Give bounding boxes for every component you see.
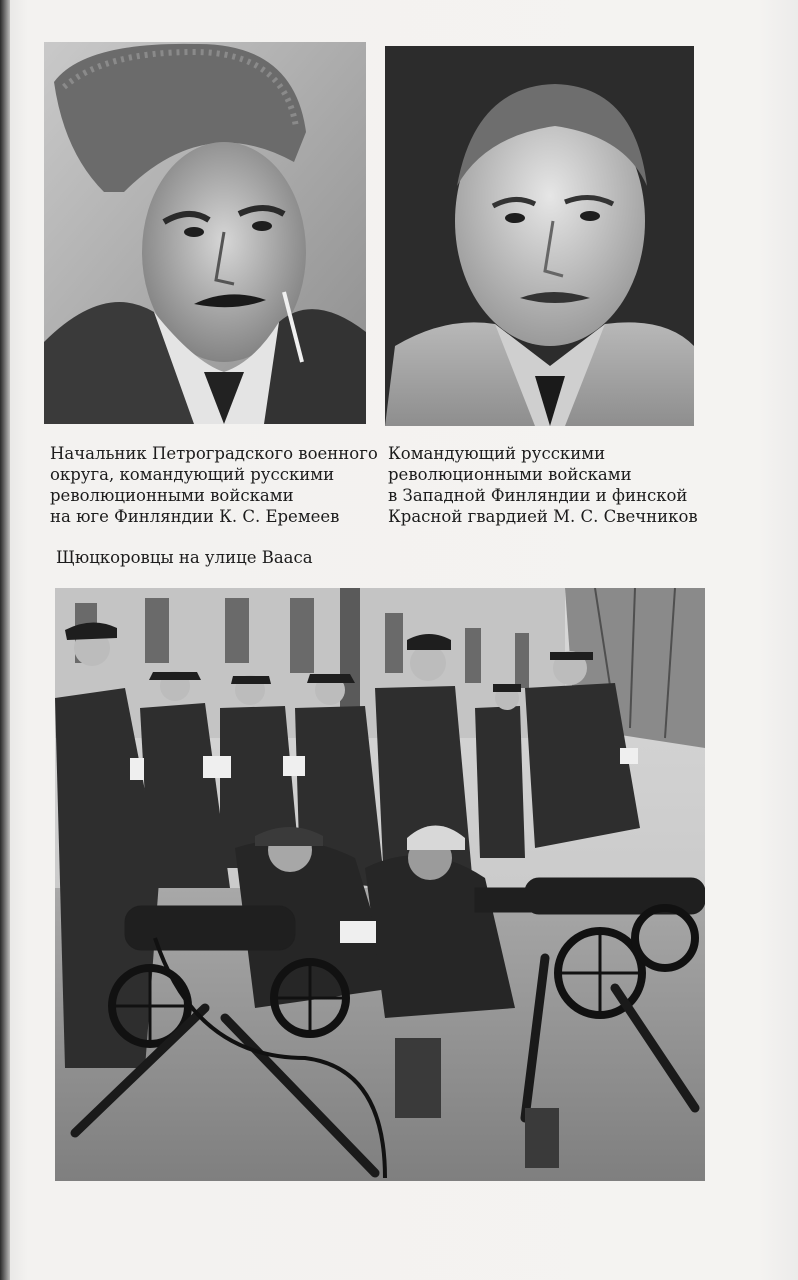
caption-svechnikov-line: Командующий русскими <box>388 444 606 463</box>
caption-eremeev <box>50 443 378 527</box>
caption-eremeev-line: округа, командующий русскими <box>50 465 335 484</box>
book-spine-shadow <box>0 0 10 1280</box>
caption-svechnikov-line: в Западной Финляндии и финской <box>388 486 688 505</box>
group-photo-vaasa <box>55 588 705 1181</box>
caption-svechnikov-line: Красной гвардией М. С. Свечников <box>388 507 698 526</box>
caption-eremeev-line: Начальник Петроградского военного <box>50 444 378 463</box>
caption-svechnikov-line: революционными войсками <box>388 465 632 484</box>
caption-eremeev-line: на юге Финляндии К. С. Еремеев <box>50 507 340 526</box>
portrait-eremeev-photo <box>44 42 366 424</box>
caption-svechnikov <box>388 443 698 527</box>
caption-group-photo: Щюцкоровцы на улице Вааса <box>56 548 313 567</box>
caption-eremeev-line: революционными войсками <box>50 486 294 505</box>
portrait-svechnikov-photo <box>385 46 694 426</box>
